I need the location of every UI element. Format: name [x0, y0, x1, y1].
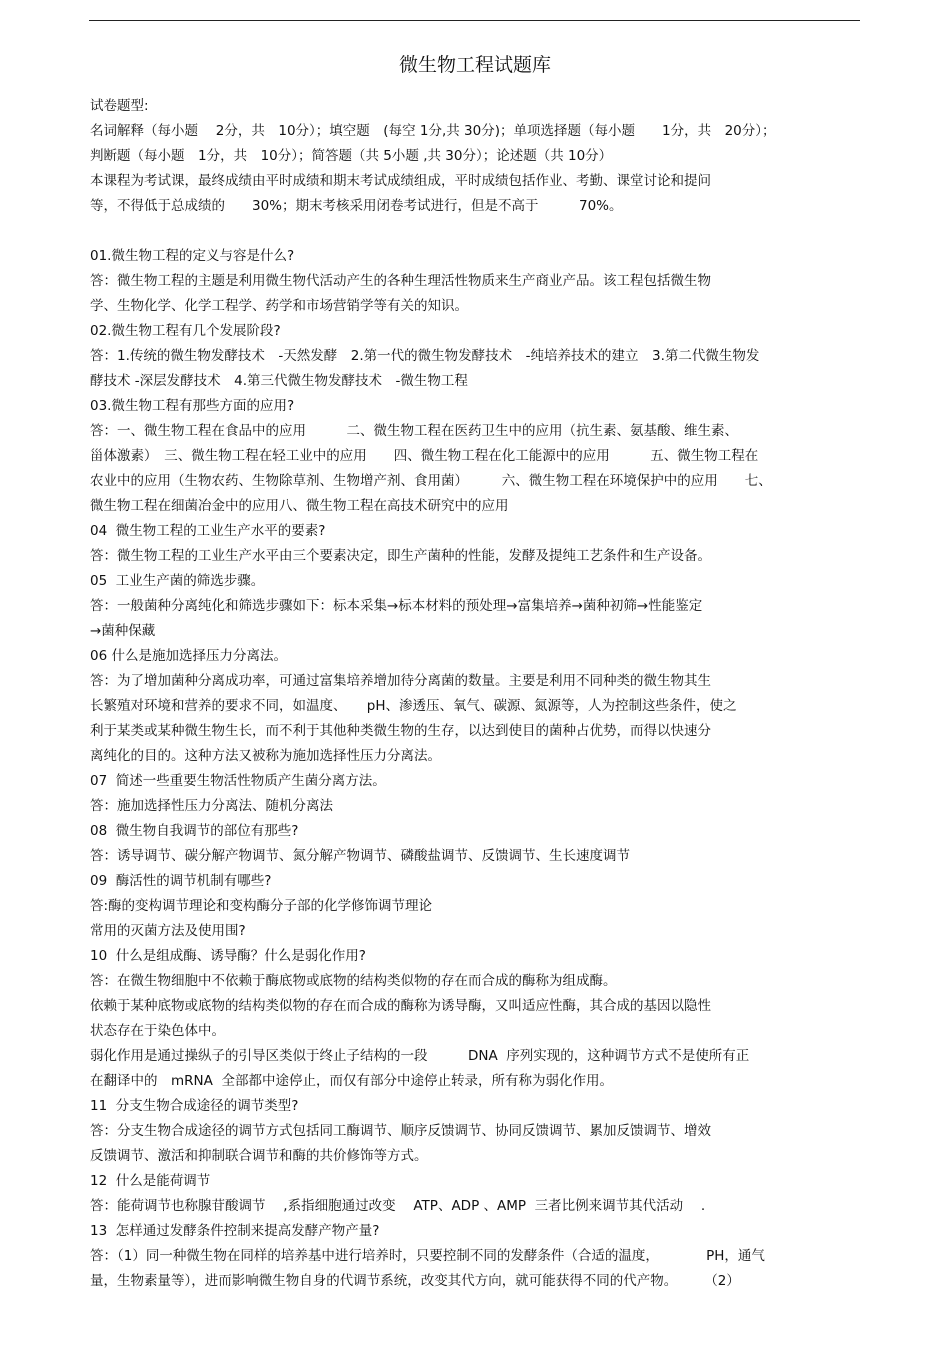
question-heading: 02.微生物工程有几个发展阶段?: [90, 323, 281, 339]
text-line: 答：施加选择性压力分离法、随机分离法: [90, 798, 333, 814]
text-line: 依赖于某种底物或底物的结构类似物的存在而合成的酶称为诱导酶，又叫适应性酶，其合成的基因以隐性: [90, 998, 711, 1014]
question-heading: 07 简述一些重要生物活性物质产生菌分离方法。: [90, 773, 386, 789]
text-line: 答：分支生物合成途径的调节方式包括同工酶调节、顺序反馈调节、协同反馈调节、累加反馈调节、增效: [90, 1123, 711, 1139]
text-line: 答：诱导调节、碳分解产物调节、氮分解产物调节、磷酸盐调节、反馈调节、生长速度调节: [90, 848, 630, 864]
text-line: 答：为了增加菌种分离成功率，可通过富集培养增加待分离菌的数量。主要是利用不同种类的微生物其生: [90, 673, 711, 689]
text-line: 反馈调节、激活和抑制联合调节和酶的共价修饰等方式。: [90, 1148, 428, 1164]
question-heading: 08 微生物自我调节的部位有那些?: [90, 823, 299, 839]
text-line: 答：能荷调节也称腺苷酸调节 ,系指细胞通过改变 ATP、ADP 、AMP 三者比例来调节其代活动 .: [90, 1198, 706, 1214]
question-heading: 10 什么是组成酶、诱导酶？什么是弱化作用?: [90, 948, 366, 964]
question-heading: 01.微生物工程的定义与容是什么?: [90, 248, 295, 264]
text-line: 答：在微生物细胞中不依赖于酶底物或底物的结构类似物的存在而合成的酶称为组成酶。: [90, 973, 617, 989]
text-line: 离纯化的目的。这种方法又被称为施加选择性压力分离法。: [90, 748, 441, 764]
page-title: 微生物工程试题库: [398, 54, 551, 76]
question-heading: 12 什么是能荷调节: [90, 1173, 211, 1189]
text-line: 状态存在于染色体中。: [90, 1023, 225, 1039]
text-line: 学、生物化学、化学工程学、药学和市场营销学等有关的知识。: [90, 298, 468, 314]
text-line: 答：1.传统的微生物发酵技术 -天然发酵 2.第一代的微生物发酵技术 -纯培养技术的建立 3.第二代微生物发: [90, 348, 760, 364]
text-line: 本课程为考试课，最终成绩由平时成绩和期末考试成绩组成，平时成绩包括作业、考勤、课堂讨论和提问: [90, 173, 711, 189]
text-line: 名词解释（每小题 2分，共 10分）；填空题 (每空 1分,共 30分)；单项选择题（每小题 1分，共 20分）；: [90, 123, 776, 139]
text-line: 酵技术 -深层发酵技术 4.第三代微生物发酵技术 -微生物工程: [90, 373, 468, 389]
text-line: 等，不得低于总成绩的 30%；期末考核采用闭卷考试进行，但是不高于 70%。: [90, 198, 623, 214]
text-line: 答：（1）同一种微生物在同样的培养基中进行培养时，只要控制不同的发酵条件（合适的温度， PH，通气: [90, 1248, 765, 1264]
text-line: 答：微生物工程的主题是利用微生物代活动产生的各种生理活性物质来生产商业产品。该工程包括微生物: [90, 273, 711, 289]
text-line: 弱化作用是通过操纵子的引导区类似于终止子结构的一段 DNA 序列实现的，这种调节方式不是使所有正: [90, 1048, 750, 1064]
text-line: 答：一、微生物工程在食品中的应用 二、微生物工程在医药卫生中的应用（抗生素、氨基酸、维生素、: [90, 423, 738, 439]
text-line: 答:酶的变构调节理论和变构酶分子部的化学修饰调节理论: [90, 898, 433, 914]
question-heading: 04 微生物工程的工业生产水平的要素?: [90, 523, 326, 539]
question-heading: 06 什么是施加选择压力分离法。: [90, 648, 287, 664]
text-line: 常用的灭菌方法及使用围?: [90, 923, 246, 939]
text-line: 甾体激素） 三、微生物工程在轻工业中的应用 四、微生物工程在化工能源中的应用 五、微生物工程在: [90, 448, 759, 464]
text-line: 微生物工程在细菌冶金中的应用八、微生物工程在高技术研究中的应用: [90, 498, 509, 514]
text-line: 利于某类或某种微生物生长，而不利于其他种类微生物的生存，以达到使目的菌种占优势，而得以快速分: [90, 723, 711, 739]
question-heading: 09 酶活性的调节机制有哪些?: [90, 873, 272, 889]
question-heading: 05 工业生产菌的筛选步骤。: [90, 573, 265, 589]
text-line: →菌种保藏: [90, 623, 156, 639]
text-line: 判断题（每小题 1分，共 10分）；简答题（共 5小题 ,共 30分）；论述题（共 10分）: [90, 148, 613, 164]
text-line: 农业中的应用（生物农药、生物除草剂、生物增产剂、食用菌） 六、微生物工程在环境保护中的应用 七、: [90, 473, 772, 489]
text-line: 长繁殖对环境和营养的要求不同，如温度、 pH、渗透压、氧气、碳源、氮源等，人为控制这些条件，使之: [90, 698, 737, 714]
top-rule: [89, 20, 860, 21]
text-line: 答：一般菌种分离纯化和筛选步骤如下：标本采集→标本材料的预处理→富集培养→菌种初筛→性能鉴定: [90, 598, 703, 614]
question-heading: 03.微生物工程有那些方面的应用?: [90, 398, 295, 414]
text-line: 在翻译中的 mRNA 全部都中途停止，而仅有部分中途停止转录，所有称为弱化作用。: [90, 1073, 613, 1089]
question-heading: 13 怎样通过发酵条件控制来提高发酵产物产量?: [90, 1223, 380, 1239]
text-line: 答：微生物工程的工业生产水平由三个要素决定，即生产菌种的性能，发酵及提纯工艺条件和生产设备。: [90, 548, 711, 564]
text-line: 试卷题型:: [90, 98, 149, 114]
text-line: 量，生物素量等），进而影响微生物自身的代调节系统，改变其代方向，就可能获得不同的代产物。 （2）: [90, 1273, 740, 1289]
question-heading: 11 分支生物合成途径的调节类型?: [90, 1098, 299, 1114]
